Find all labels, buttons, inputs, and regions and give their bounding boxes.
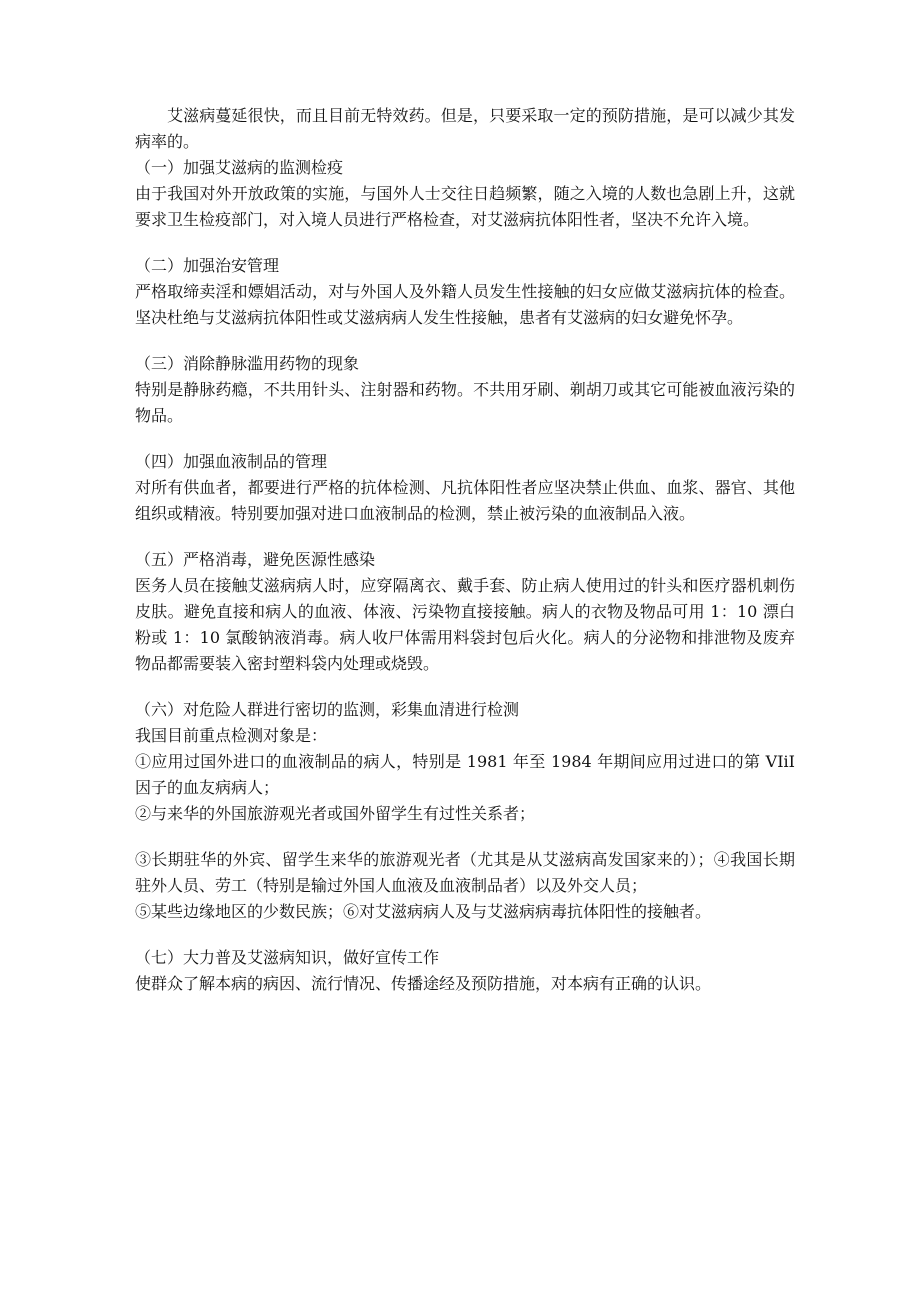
- section-heading: （四）加强血液制品的管理: [135, 452, 328, 471]
- spacer: [135, 827, 795, 847]
- section-5: [135, 547, 795, 677]
- section-heading: （六）对危险人群进行密切的监测，彩集血清进行检测: [135, 700, 520, 719]
- section-heading: （三）消除静脉滥用药物的现象: [135, 354, 360, 373]
- section-body: 对所有供血者，都要进行严格的抗体检测、凡抗体阳性者应坚决禁止供血、血浆、器官、其他组织或精液。特别要加强对进口血液制品的检测，禁止被污染的血液制品入液。: [135, 478, 795, 523]
- section-heading: （七）大力普及艾滋病知识，做好宣传工作: [135, 948, 440, 967]
- section-line: ③长期驻华的外宾、留学生来华的旅游观光者（尤其是从艾滋病高发国家来的）；④我国长期驻外人员、劳工（特别是输过外国人血液及血液制品者）以及外交人员；: [135, 850, 795, 895]
- intro-paragraph: 艾滋病蔓延很快，而且目前无特效药。但是，只要采取一定的预防措施，是可以减少其发病率的。: [135, 106, 795, 151]
- section-heading: （一）加强艾滋病的监测检疫: [135, 158, 344, 177]
- section-7: [135, 945, 795, 997]
- section-2: [135, 253, 795, 331]
- section-line: ①应用过国外进口的血液制品的病人，特别是 1981 年至 1984 年期间应用过进口的第 VIiI 因子的血友病病人；: [135, 752, 795, 797]
- section-4: [135, 449, 795, 527]
- section-heading: （五）严格消毒，避免医源性感染: [135, 550, 376, 569]
- section-1: [135, 155, 795, 233]
- section-body: 医务人员在接触艾滋病病人时，应穿隔离衣、戴手套、防止病人使用过的针头和医疗器机刺伤皮肤。避免直接和病人的血液、体液、污染物直接接触。病人的衣物及物品可用 1：10 漂白粉或 1：10 氯酸钠液消毒。病人收尸体需用料袋封包后火化。病人的分泌物和排泄物及废弃物品都需要装入密封塑料袋内处理或烧毁。: [135, 576, 795, 673]
- section-heading: （二）加强治安管理: [135, 256, 280, 275]
- section-body: 特别是静脉药瘾，不共用针头、注射器和药物。不共用牙刷、剃胡刀或其它可能被血液污染的物品。: [135, 380, 795, 425]
- section-6: [135, 697, 795, 925]
- section-line: 我国目前重点检测对象是：: [135, 726, 328, 745]
- section-line: ②与来华的外国旅游观光者或国外留学生有过性关系者；: [135, 804, 536, 823]
- document-page: [135, 103, 795, 997]
- section-3: [135, 351, 795, 429]
- section-body: 由于我国对外开放政策的实施，与国外人士交往日趋频繁，随之入境的人数也急剧上升，这就要求卫生检疫部门，对入境人员进行严格检查，对艾滋病抗体阳性者，坚决不允许入境。: [135, 184, 795, 229]
- section-body: 使群众了解本病的病因、流行情况、传播途经及预防措施，对本病有正确的认识。: [135, 974, 712, 993]
- section-body: 严格取缔卖淫和嫖娼活动，对与外国人及外籍人员发生性接触的妇女应做艾滋病抗体的检查。坚决杜绝与艾滋病抗体阳性或艾滋病病人发生性接触，患者有艾滋病的妇女避免怀孕。: [135, 282, 795, 327]
- section-line: ⑤某些边缘地区的少数民族；⑥对艾滋病病人及与艾滋病病毒抗体阳性的接触者。: [135, 902, 712, 921]
